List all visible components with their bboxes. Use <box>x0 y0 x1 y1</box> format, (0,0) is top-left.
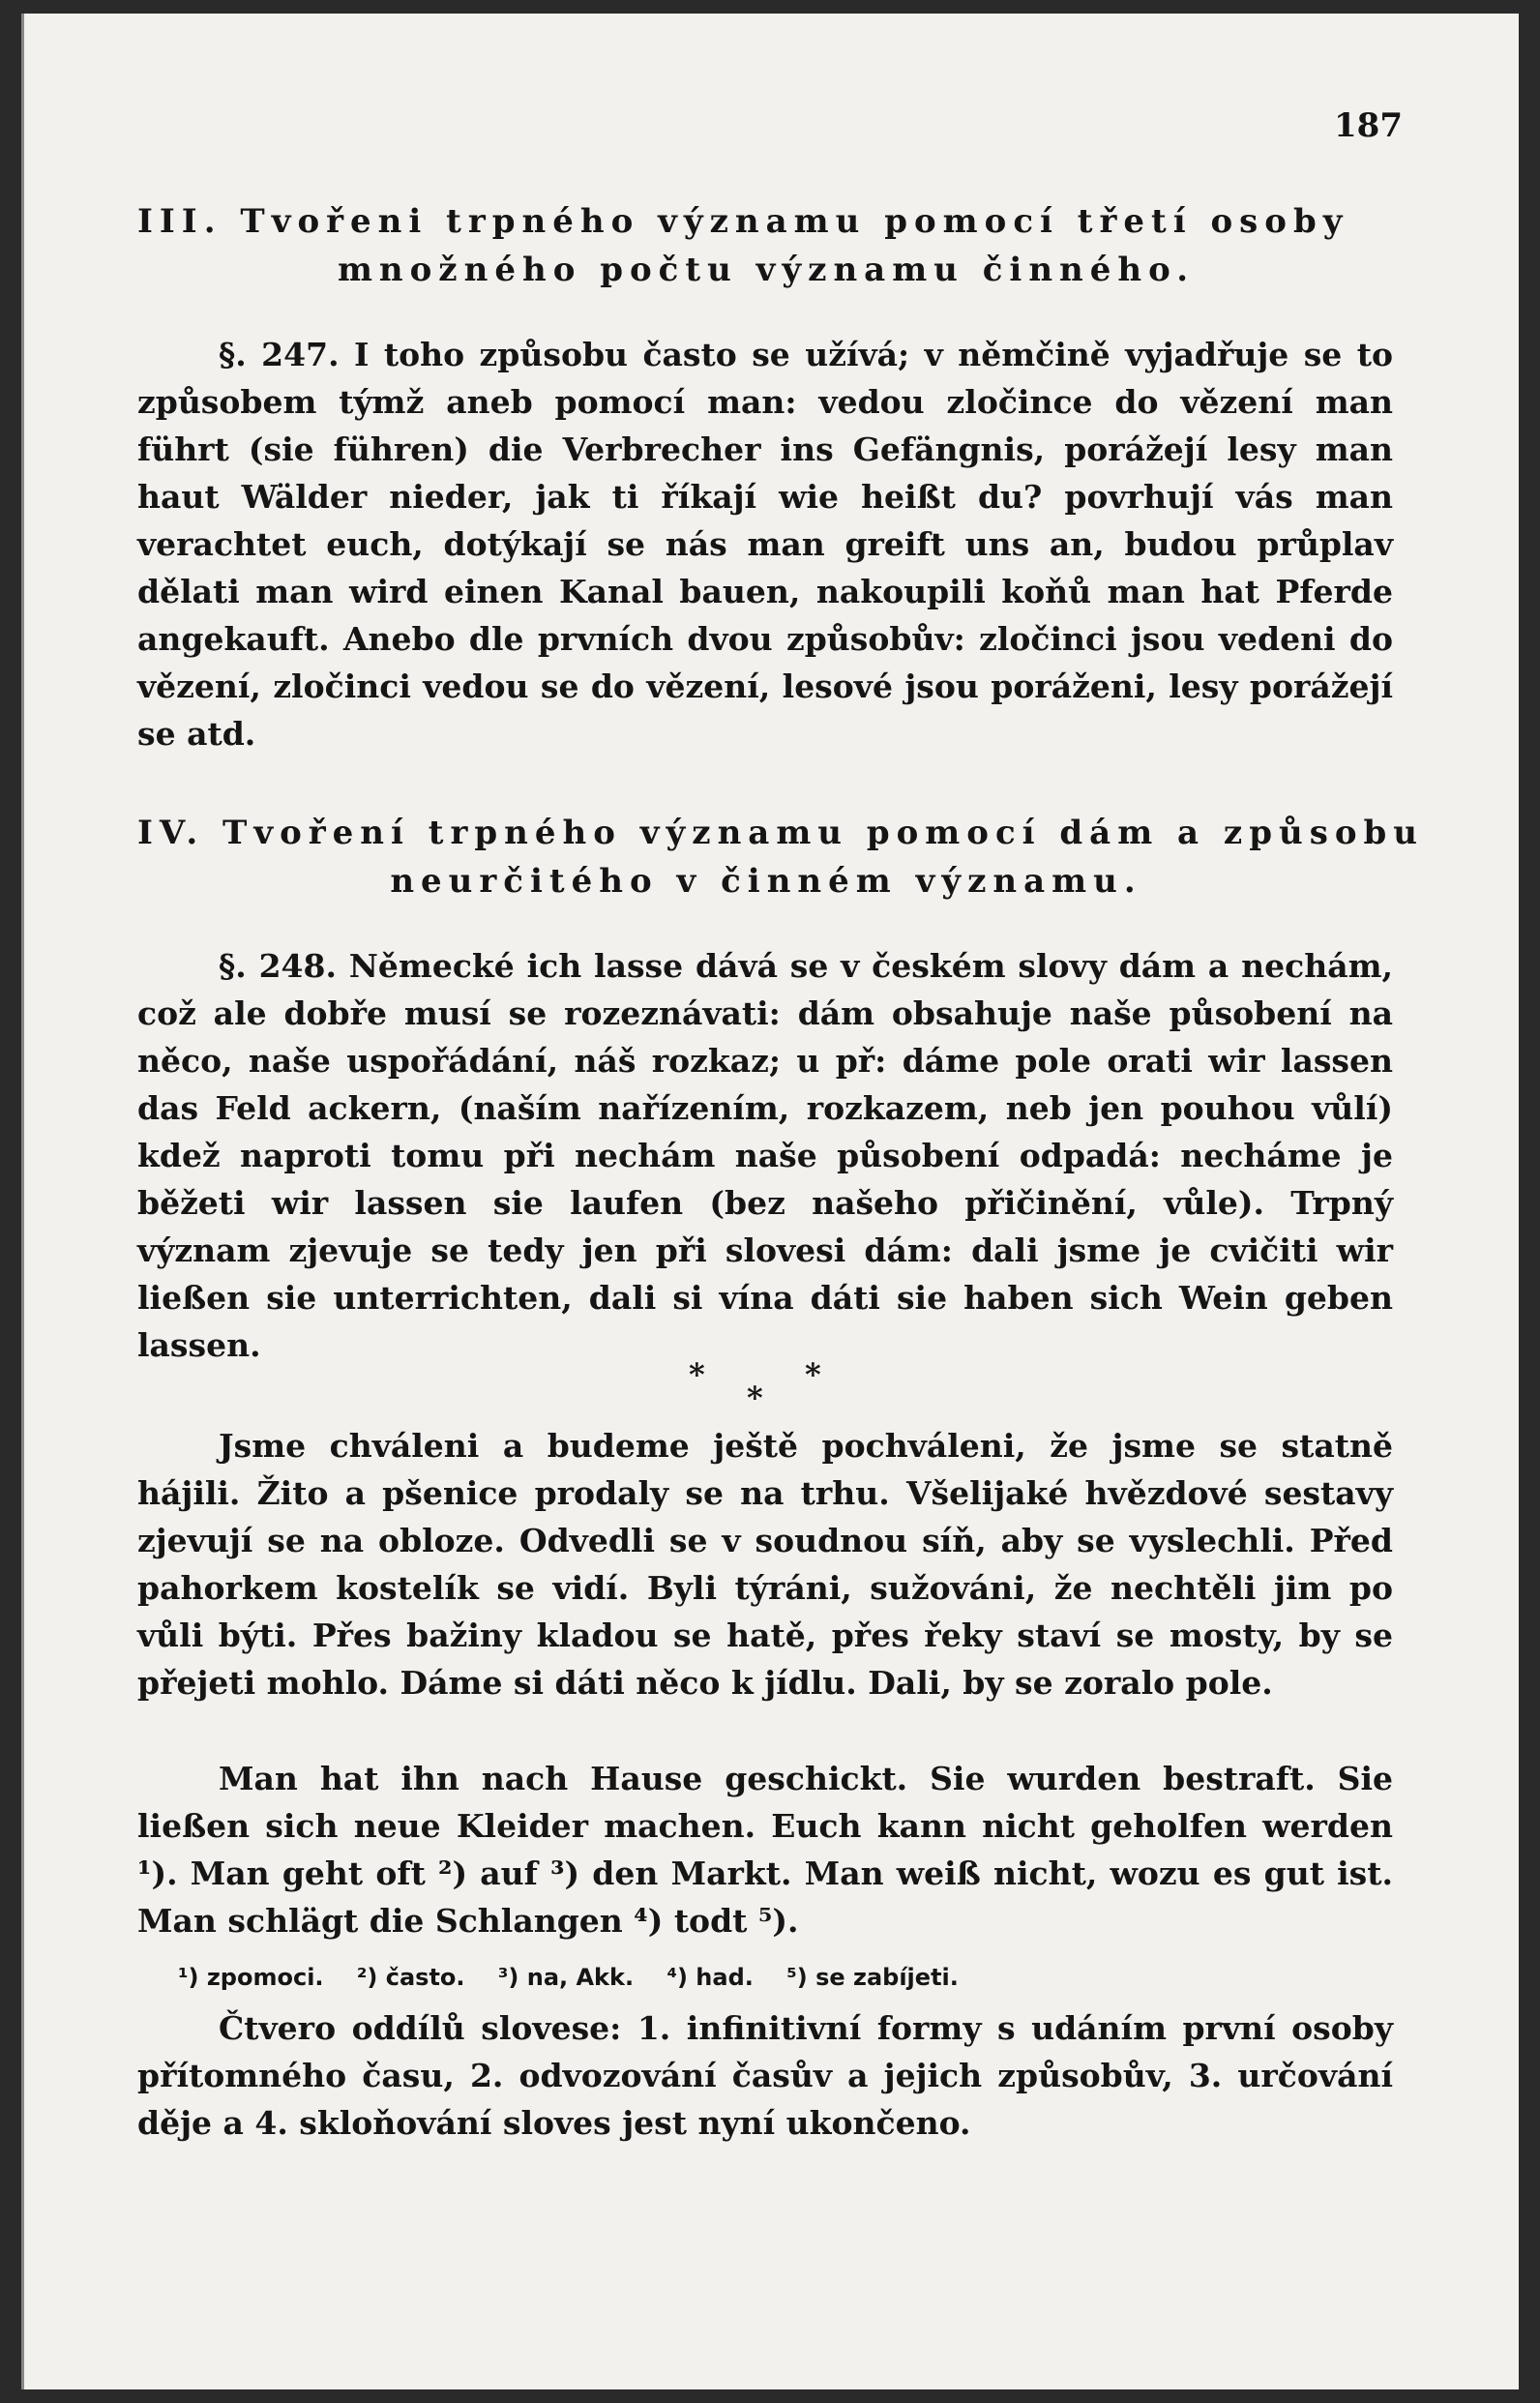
section-iv-paragraph-block <box>137 942 1393 1369</box>
book-page <box>21 14 1519 2389</box>
section-iii-paragraph: §. 247. I toho způsobu často se užívá; v němčině vyjadřuje se to způsobem týmž aneb pomocí man: vedou zločince do vězení man führt (sie führen) die Verbrecher ins Gefängnis, porážejí lesy man haut Wälder nieder, jak ti říkají wie heißt du? povrhují vás man verachtet euch, dotýkají se nás man greift uns an, budou průplav dělati man wird einen Kanal bauen, nakoupili koňů man hat Pferde angekauft. Anebo dle prvních dvou způsobův: zločinci jsou vedeni do vězení, zločinci vedou se do vězení, lesové jsou poráženi, lesy porážejí se atd. <box>137 336 1393 753</box>
page-number: 187 <box>1334 106 1403 145</box>
asterism-divider <box>660 1356 853 1414</box>
closing-paragraph: Čtvero oddílů slovese: 1. infinitivní formy s udáním první osoby přítomného času, 2. odvozování časův a jejich způsobův, 3. určování děje a 4. skloňování sloves jest nyní ukončeno. <box>137 2009 1393 2142</box>
exercise-german: Man hat ihn nach Hause geschickt. Sie wurden bestraft. Sie ließen sich neue Kleider machen. Euch kann nicht geholfen werden ¹). Man geht oft ²) auf ³) den Markt. Man weiß nicht, wozu es gut ist. Man schlägt die Schlangen ⁴) todt ⁵). <box>137 1760 1393 1940</box>
exercise-czech-block <box>137 1422 1393 1706</box>
section-iii-heading-line1: III. Tvořeni trpného významu pomocí třetí osoby <box>137 202 1349 241</box>
section-iv-heading-line1: IV. Tvoření trpného významu pomocí dám a způsobu <box>137 814 1425 852</box>
closing-block <box>137 2004 1393 2147</box>
footnote-4: ⁴) had. <box>666 1964 754 1991</box>
footnotes <box>178 1964 1339 1991</box>
page-edge <box>21 14 24 2389</box>
asterisk-middle: * <box>747 1380 763 1416</box>
footnote-2: ²) často. <box>356 1964 465 1991</box>
section-iv-heading-line2: neurčitého v činném významu. <box>390 862 1142 901</box>
exercise-german-block <box>137 1755 1393 1944</box>
asterisk-right: * <box>805 1356 821 1393</box>
section-iii-paragraph-block <box>137 331 1393 757</box>
footnote-1: ¹) zpomoci. <box>178 1964 324 1991</box>
footnote-3: ³) na, Akk. <box>497 1964 635 1991</box>
section-iv-paragraph: §. 248. Německé ich lasse dává se v českém slovy dám a nechám, což ale dobře musí se rozeznávati: dám obsahuje naše působení na něco, naše uspořádání, náš rozkaz; u př: dáme pole orati wir lassen das Feld ackern, (naším nařízením, rozkazem, neb jen pouhou vůlí) kdež naproti tomu při nechám naše působení odpadá: necháme je běžeti wir lassen sie laufen (bez našeho přičinění, vůle). Trpný význam zjevuje se tedy jen při slovesi dám: dali jsme je cvičiti wir ließen sie unterrichten, dali si vína dáti sie haben sich Wein geben lassen. <box>137 947 1393 1364</box>
asterisk-left: * <box>689 1356 705 1393</box>
section-iii-heading-line2: množného počtu významu činného. <box>337 251 1196 289</box>
footnote-5: ⁵) se zabíjeti. <box>786 1964 959 1991</box>
section-iii-heading <box>137 197 1395 294</box>
section-iv-heading <box>137 809 1425 905</box>
exercise-czech: Jsme chváleni a budeme ještě pochváleni, že jsme se statně hájili. Žito a pšenice prodaly se na trhu. Všelijaké hvězdové sestavy zjevují se na obloze. Odvedli se v soudnou síň, aby se vyslechli. Před pahorkem kostelík se vidí. Byli týráni, sužováni, že nechtěli jim po vůli býti. Přes bažiny kladou se hatě, přes řeky staví se mosty, by se přejeti mohlo. Dáme si dáti něco k jídlu. Dali, by se zoralo pole. <box>137 1427 1393 1702</box>
